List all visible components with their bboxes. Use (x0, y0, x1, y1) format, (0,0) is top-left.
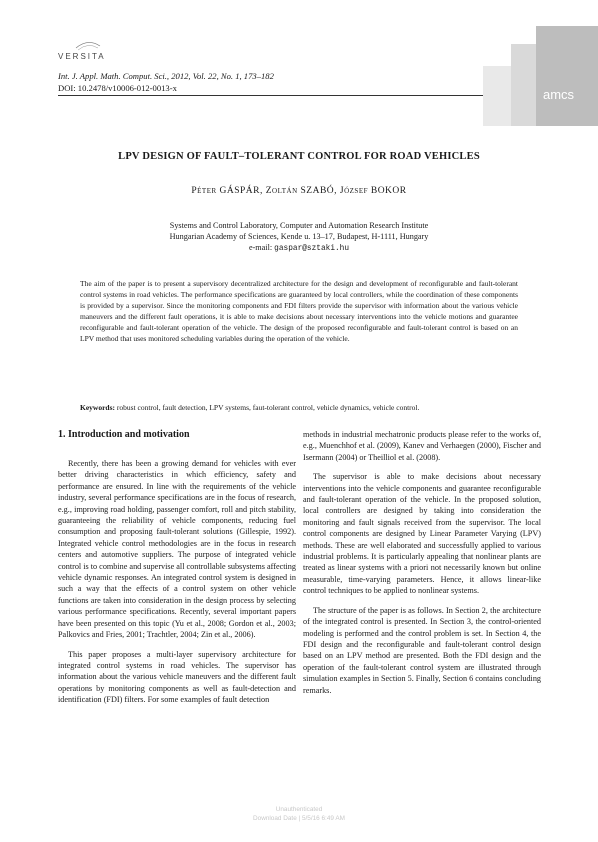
affiliation-line: Hungarian Academy of Sciences, Kende u. 13–17, Budapest, H-1111, Hungary (169, 232, 429, 241)
author-affiliation (58, 220, 540, 255)
doi: DOI: 10.2478/v10006-012-0013-x (58, 83, 177, 93)
paragraph: Recently, there has been a growing demand for vehicles with ever better driving characteristics in which efficiency, safety and performance are ensured. In line with the requirements of the vehicle industry, several performance specifications are in the focus of research, e.g., improving road holding, passenger comfort, roll and pitch stability, guaranteeing the reliability of vehicle components, reducing fuel consumption and proposing fault-tolerant solutions (Gillespie, 1992). Integrated vehicle control methodologies are in the focus in research centers and automotive suppliers. The purpose of integrated vehicle control is to combine and supervise all controllable subsystems affecting vehicle dynamic responses. An integrated control system is designed in such a way that the effects of a control system on other vehicle functions are taken into consideration in the design process by selecting various performance specifications. Recently, several important papers have been presented on this topic (Yu et al., 2008; Gordon et al., 2003; Palkovics and Fries, 2001; Trachtler, 2004; Zin et al., 2006). (58, 459, 296, 640)
email-line (58, 242, 540, 255)
watermark-line: Download Date | 5/5/16 6:49 AM (253, 815, 345, 822)
amcs-logo-icon (483, 26, 598, 126)
left-column (58, 458, 296, 714)
affiliation-line: Systems and Control Laboratory, Computer and Automation Research Institute (169, 221, 429, 230)
article-authors: Péter GÁSPÁR, Zoltán SZABÓ, József BOKOR (191, 186, 407, 196)
paragraph: The structure of the paper is as follows. In Section 2, the architecture of the integrated control is presented. In Section 3, the control-oriented modeling is performed and the control problem is set. In Section 4, the FDI design and the reconfigurable and fault-tolerant control design based on an LPV method are presented. Both the FDI design and the operation of the fault-tolerant control system are illustrated through simulation examples in Section 5. Finally, Section 6 contains concluding remarks. (303, 605, 542, 695)
section-heading: 1. Introduction and motivation (58, 429, 190, 440)
abstract: The aim of the paper is to present a supervisory decentralized architecture for the design and development of reconfigurable and fault-tolerant control systems in road vehicles. The performance specifications are guaranteed by local controllers, while the coordination of these components is provided by a supervisor. Since the monitoring components and FDI filters provide the supervisor with information about the various vehicle maneuvers and the different fault operations, it is able to make decisions about necessary interventions into the vehicle motions and guarantee reconfigurable and fault-tolerant operation of the vehicle. The design of the proposed reconfigurable and fault-tolerant control is based on an LPV method that uses monitored scheduling variables during the operation of the vehicle. (80, 279, 518, 343)
paragraph: methods in industrial mechatronic products please refer to the works of, e.g., Muenchhof et al. (2009), Kanev and Verhaegen (2000), Fischer and Isermann (2004) or Theilliol et al. (2008). (303, 430, 541, 462)
keywords (80, 403, 518, 412)
journal-logo-text: amcs (543, 87, 575, 102)
paragraph: The supervisor is able to make decisions about necessary interventions into the vehicle components and guarantee reconfigurable and fault-tolerant operation of the vehicle. In the proposed solution, local controllers are designed by taking into consideration the monitoring and fault signals received from the supervisor. The local control components are designed by Linear Parameter Varying (LPV) methods. These are well elaborated and successfully applied to various industrial problems. It is particularly appealing that nonlinear plants are treated as linear systems with a priori not necessarily known but online measurable, time-varying parameters. Hence, it allows linear-like control techniques to be applied to nonlinear systems. (303, 472, 541, 596)
journal-citation: Int. J. Appl. Math. Comput. Sci., 2012, Vol. 22, No. 1, 173–182 (58, 71, 274, 81)
article-title: LPV DESIGN OF FAULT–TOLERANT CONTROL FOR ROAD VEHICLES (118, 151, 480, 162)
right-column (303, 429, 541, 704)
author-email-link[interactable]: gaspar@sztaki.hu (274, 245, 350, 253)
publisher-name: VERSITA (58, 52, 106, 61)
watermark-line: Unauthenticated (275, 806, 323, 813)
email-label: e-mail: (248, 243, 275, 252)
header-divider (58, 95, 483, 96)
paragraph: This paper proposes a multi-layer supervisory architecture for integrated control systems in road vehicles. The supervisor has information about the various vehicle maneuvers and the different fault operations by monitoring components as well as fault-detection and identification (FDI) filters. For some examples of fault detection (58, 649, 296, 705)
keywords-list: robust control, fault detection, LPV systems, faut-tolerant control, vehicle dynamics, vehicle control. (115, 403, 420, 412)
download-watermark (0, 805, 598, 823)
keywords-label: Keywords: (80, 403, 115, 412)
